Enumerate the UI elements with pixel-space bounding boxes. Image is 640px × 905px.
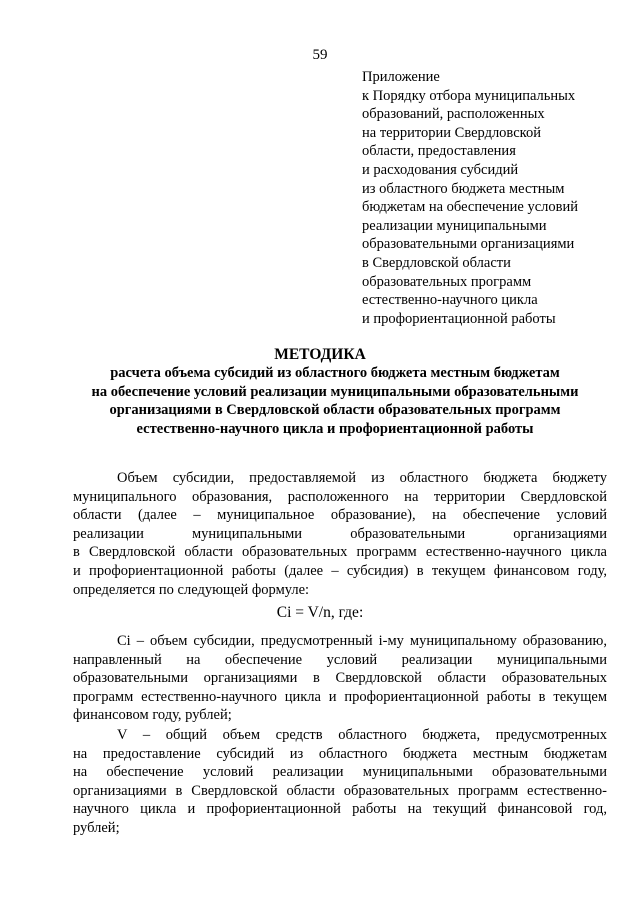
paragraph-line: в Свердловской области образовательных программ естественно-научного цикла (73, 544, 607, 561)
paragraph-line: рублей; (73, 819, 120, 836)
method-subtitle (70, 364, 600, 438)
paragraph-line: Ci – объем субсидии, предусмотренный i-му муниципальному образованию, (117, 633, 607, 649)
appendix-line: реализации муниципальными (362, 217, 547, 234)
paragraph-line: финансовом году, рублей; (73, 707, 232, 724)
appendix-block (362, 68, 627, 328)
paragraph-line: V – общий объем средств областного бюджета, предусмотренных (117, 727, 607, 743)
appendix-line: к Порядку отбора муниципальных (362, 87, 576, 104)
appendix-line: области, предоставления (362, 143, 516, 160)
appendix-line: естественно-научного цикла (362, 292, 538, 309)
appendix-line: на территории Свердловской (362, 124, 541, 141)
paragraph-ci-definition (73, 632, 607, 725)
appendix-line: и профориентационной работы (362, 310, 556, 327)
paragraph-line: Объем субсидии, предоставляемой из областного бюджета бюджету (117, 470, 607, 486)
appendix-line: в Свердловской области (362, 254, 511, 271)
paragraph-line: направленный на обеспечение условий реализации муниципальными (73, 651, 607, 668)
page-number: 59 (312, 47, 328, 63)
appendix-line: образовательных программ (362, 273, 532, 290)
paragraph-line: и профориентационной работы (далее – субсидия) в текущем финансовом году, (73, 562, 607, 579)
paragraph-line: определяется по следующей формуле: (73, 581, 310, 598)
paragraph-line: образовательными организациями в Свердловской области образовательных (73, 670, 607, 687)
appendix-line: и расходования субсидий (362, 161, 519, 178)
paragraph-line: муниципального образования, расположенного на территории Свердловской (73, 488, 607, 505)
paragraph-line: программ естественно-научного цикла и профориентационной работы в текущем (73, 688, 607, 705)
paragraph-line: области (далее – муниципальное образование), на обеспечение условий (73, 507, 607, 524)
method-title: МЕТОДИКА (274, 346, 366, 363)
paragraph-line: организациями в Свердловской области образовательных программ естественно- (73, 782, 607, 799)
subtitle-line: естественно-научного цикла и профориентационной работы (136, 420, 534, 437)
appendix-line: Приложение (362, 69, 440, 85)
paragraph-line: на обеспечение условий реализации муниципальными образовательными (73, 764, 607, 781)
paragraph-line: реализации муниципальными образовательными организациями (73, 525, 607, 542)
subtitle-line: организациями в Свердловской области образовательных программ (109, 402, 561, 418)
appendix-line: из областного бюджета местным (362, 180, 565, 197)
appendix-line: бюджетам на обеспечение условий (362, 199, 579, 216)
formula: Ci = V/n, где: (276, 604, 364, 621)
subtitle-line: на обеспечение условий реализации муниципальными образовательными (91, 383, 579, 400)
paragraph-v-definition (73, 726, 607, 838)
subtitle-line: расчета объема субсидий из областного бюджета местным бюджетам (110, 365, 560, 381)
paragraph-subsidy-volume (73, 469, 607, 599)
appendix-line: образований, расположенных (362, 106, 545, 123)
appendix-line: образовательными организациями (362, 236, 575, 253)
paragraph-line: научного цикла и профориентационной работы на текущий финансовой год, (73, 801, 607, 818)
paragraph-line: на предоставление субсидий из областного бюджета местным бюджетам (73, 745, 607, 762)
